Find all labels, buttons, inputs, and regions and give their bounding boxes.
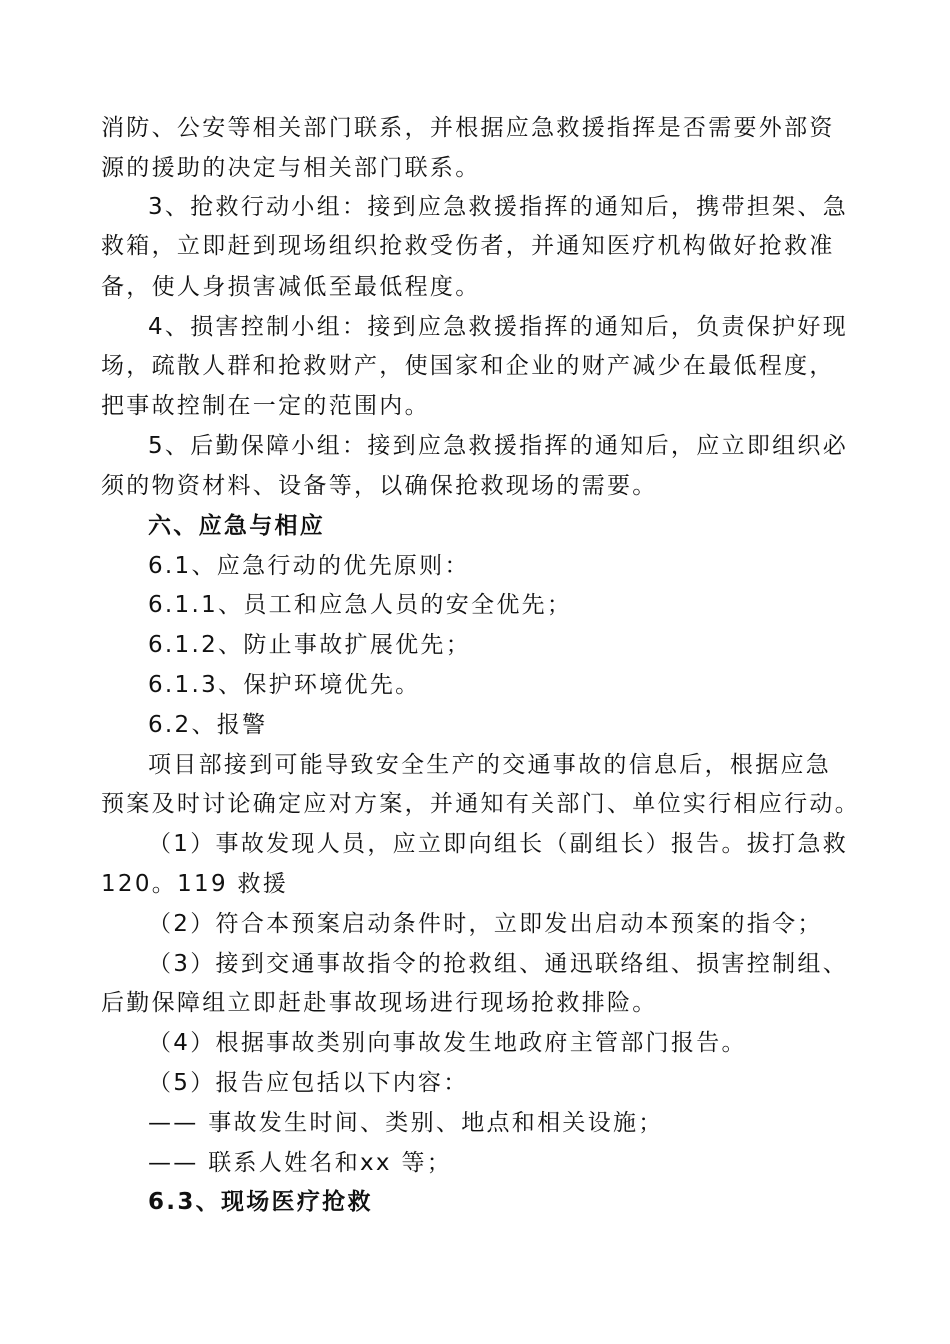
paragraph-line: 4、损害控制小组：接到应急救援指挥的通知后，负责保护好现 — [148, 314, 849, 340]
paragraph-line: 把事故控制在一定的范围内。 — [101, 393, 430, 419]
paragraph-line: 3、抢救行动小组：接到应急救援指挥的通知后，携带担架、急 — [148, 194, 849, 220]
paragraph-line: 预案及时讨论确定应对方案，并通知有关部门、单位实行相应行动。 — [101, 791, 860, 817]
subsection-heading: 6.1、应急行动的优先原则： — [148, 553, 470, 579]
paragraph-line: 备，使人身损害减低至最低程度。 — [101, 274, 481, 300]
dash-item: —— 事故发生时间、类别、地点和相关设施； — [148, 1110, 664, 1136]
list-item: （5）报告应包括以下内容： — [148, 1070, 469, 1096]
paragraph-line: 后勤保障组立即赶赴事故现场进行现场抢救排险。 — [101, 990, 658, 1016]
list-item: （4）根据事故类别向事故发生地政府主管部门报告。 — [148, 1030, 747, 1056]
section-heading: 六、应急与相应 — [148, 513, 326, 539]
paragraph-line: 救箱，立即赶到现场组织抢救受伤者，并通知医疗机构做好抢救准 — [101, 233, 835, 259]
list-item: 6.1.3、保护环境优先。 — [148, 672, 421, 698]
list-item: （2）符合本预案启动条件时，立即发出启动本预案的指令； — [148, 911, 823, 937]
list-item: （1）事故发现人员，应立即向组长（副组长）报告。拔打急救 — [148, 831, 849, 857]
paragraph-line: 源的援助的决定与相关部门联系。 — [101, 155, 481, 181]
subsection-heading: 6.2、报警 — [148, 712, 268, 738]
paragraph-line: 5、后勤保障小组：接到应急救援指挥的通知后，应立即组织必 — [148, 433, 849, 459]
paragraph-line: 场，疏散人群和抢救财产，使国家和企业的财产减少在最低程度， — [101, 353, 835, 379]
list-item: 6.1.2、防止事故扩展优先； — [148, 632, 472, 658]
dash-item: —— 联系人姓名和xx 等； — [148, 1150, 453, 1176]
paragraph-line: 须的物资材料、设备等，以确保抢救现场的需要。 — [101, 473, 658, 499]
paragraph-line: 项目部接到可能导致安全生产的交通事故的信息后，根据应急 — [148, 752, 832, 778]
subsection-heading: 6.3、现场医疗抢救 — [148, 1189, 373, 1215]
paragraph-line: 120。119 救援 — [101, 871, 289, 897]
list-item: （3）接到交通事故指令的抢救组、通迅联络组、损害控制组、 — [148, 951, 849, 977]
paragraph-line: 消防、公安等相关部门联系，并根据应急救援指挥是否需要外部资 — [101, 115, 835, 141]
list-item: 6.1.1、员工和应急人员的安全优先； — [148, 592, 573, 618]
